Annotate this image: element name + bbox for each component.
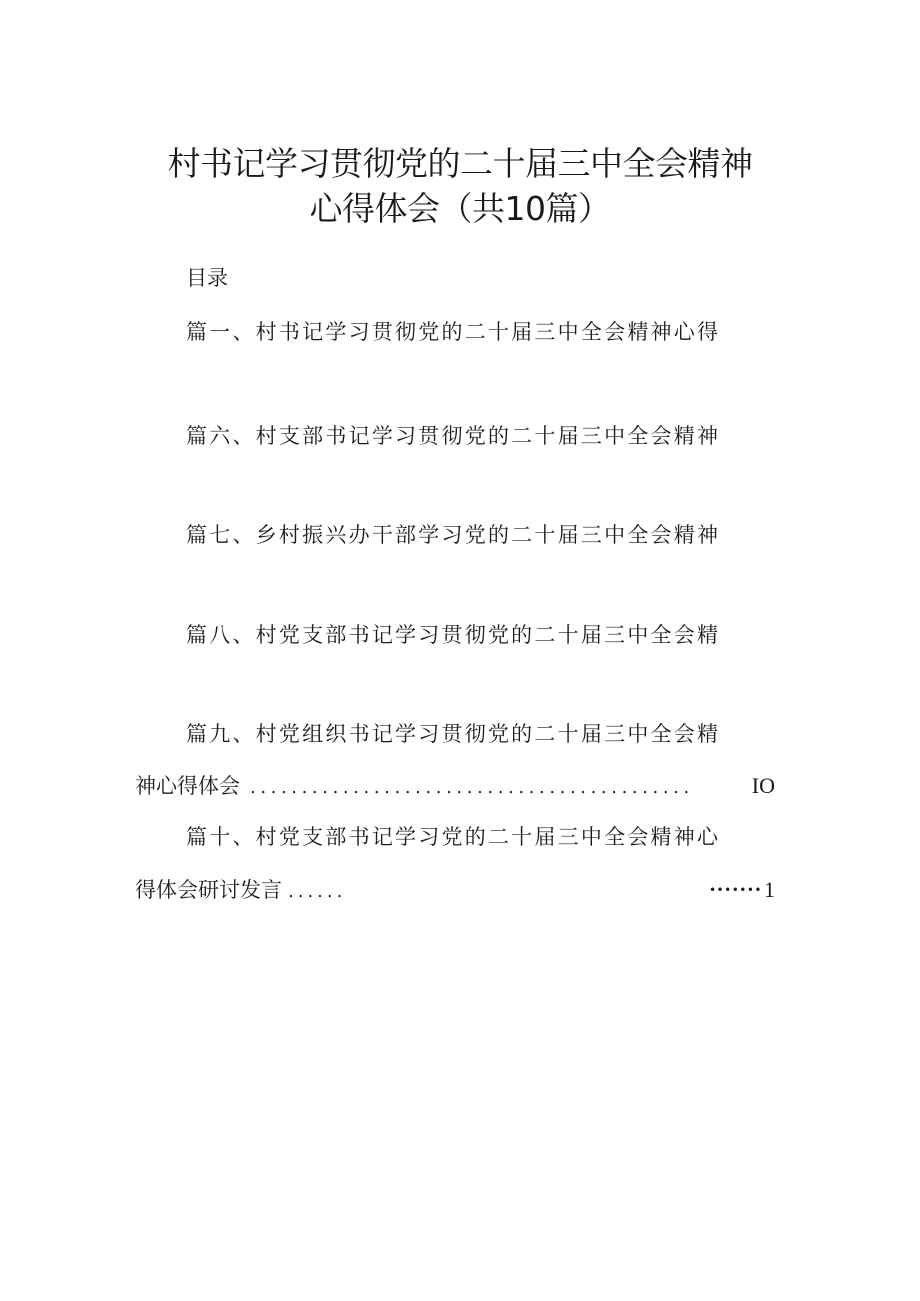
toc-entry-9-page-number: IO: [751, 773, 775, 798]
toc-entry-6[interactable]: 篇六、村支部书记学习贯彻党的二十届三中全会精神: [186, 424, 718, 448]
document-title-line-2: 心得体会（共10篇）: [309, 189, 611, 228]
toc-entry-8[interactable]: 篇八、村党支部书记学习贯彻党的二十届三中全会精: [186, 623, 718, 647]
toc-entry-1[interactable]: 篇一、村书记学习贯彻党的二十届三中全会精神心得: [186, 320, 718, 344]
toc-entry-7[interactable]: 篇七、乡村振兴办干部学习党的二十届三中全会精神: [186, 523, 718, 547]
toc-heading: 目录: [186, 266, 228, 290]
toc-entry-10-continuation[interactable]: [135, 874, 775, 904]
document-title-line-1: 村书记学习贯彻党的二十届三中全会精神: [167, 144, 753, 183]
toc-entry-10-continuation-text: 得体会研讨发言: [135, 878, 282, 902]
toc-entry-10-page-number: 1: [764, 877, 775, 902]
toc-entry-10-bullet-leader: •••••••: [708, 883, 762, 897]
toc-entry-9-dot-leader: ...........................................: [250, 777, 694, 798]
toc-entry-10-dot-leader: ......: [288, 881, 347, 902]
toc-entry-9-continuation-text: 神心得体会: [135, 774, 240, 798]
toc-entry-9[interactable]: 篇九、村党组织书记学习贯彻党的二十届三中全会精: [186, 722, 718, 746]
toc-entry-9-continuation[interactable]: [135, 770, 775, 800]
toc-entry-10[interactable]: 篇十、村党支部书记学习党的二十届三中全会精神心: [186, 825, 718, 849]
